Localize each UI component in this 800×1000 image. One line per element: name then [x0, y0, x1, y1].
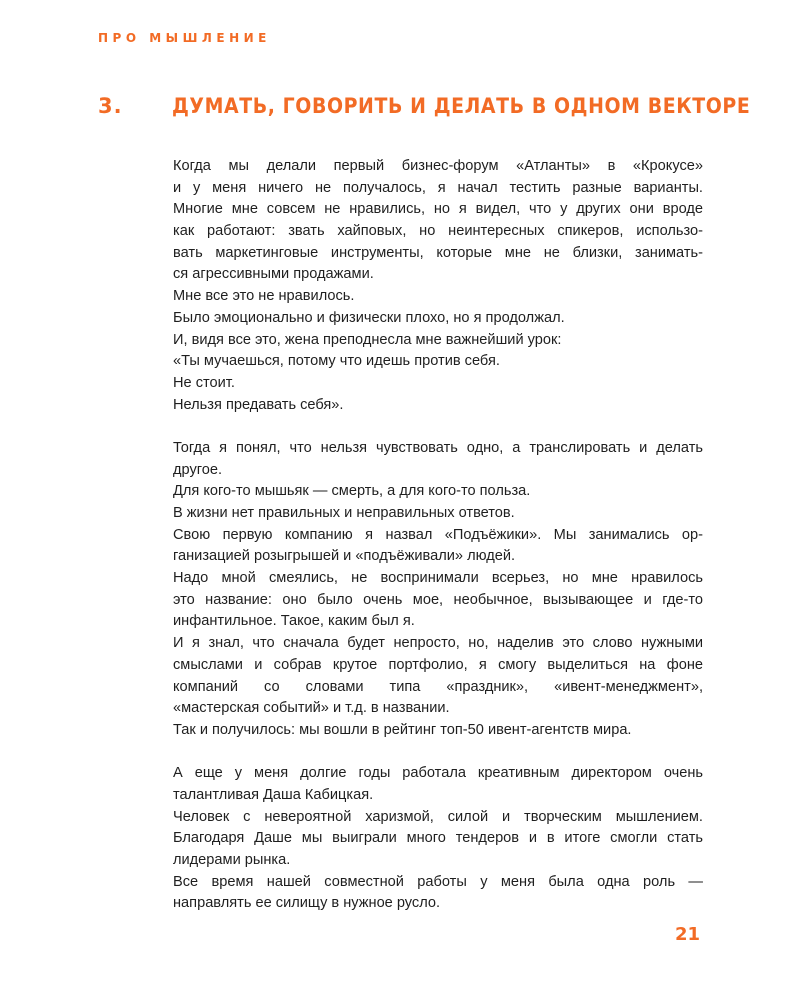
text-line: А еще у меня долгие годы работала креативным директором очень — [173, 765, 703, 782]
text-line: ганизацией розыгрышей и «подъёживали» людей. — [173, 548, 516, 565]
text-line: и у меня ничего не получалось, я начал тестить разные варианты. — [173, 179, 703, 196]
text-line: Было эмоционально и физически плохо, но я продолжал. — [173, 309, 565, 326]
text-line: смыслами и собрав крутое портфолио, я смогу выделиться на фоне — [173, 656, 703, 673]
text-line: И, видя все это, жена преподнесла мне важнейший урок: — [173, 331, 562, 348]
body-text — [173, 156, 703, 915]
text-line: Все время нашей совместной работы у меня была одна роль — — [173, 873, 703, 890]
paragraph-gap — [173, 742, 703, 764]
text-line: вать маркетинговые инструменты, которые мне не близки, занимать- — [173, 244, 703, 261]
text-line: это название: оно было очень мое, необычное, вызывающее и где-то — [173, 591, 703, 608]
chapter-heading — [98, 94, 751, 124]
chapter-title: ДУМАТЬ, ГОВОРИТЬ И ДЕЛАТЬ В ОДНОМ ВЕКТОРЕ — [172, 94, 751, 118]
paragraph — [173, 156, 703, 416]
text-line: как работают: звать хайповых, но неинтересных спикеров, использо- — [173, 223, 703, 240]
text-line: Так и получилось: мы вошли в рейтинг топ-50 ивент-агентств мира. — [173, 721, 632, 738]
text-line: В жизни нет правильных и неправильных ответов. — [173, 505, 515, 521]
text-line: И я знал, что сначала будет непросто, но, наделив это слово нужными — [173, 635, 703, 652]
text-line: лидерами рынка. — [173, 852, 291, 868]
text-line: Благодаря Даше мы выиграли много тендеров и в итоге смогли стать — [173, 830, 703, 847]
text-line: другое. — [173, 461, 223, 478]
text-line: Когда мы делали первый бизнес-форум «Атланты» в «Крокусе» — [173, 158, 703, 174]
paragraph-gap — [173, 416, 703, 438]
text-line: Мне все это не нравилось. — [173, 288, 355, 305]
text-line: направлять ее силищу в нужное русло. — [173, 895, 441, 912]
text-line: Нельзя предавать себя». — [173, 396, 344, 413]
text-line: ся агрессивными продажами. — [173, 266, 374, 283]
text-line: инфантильное. Такое, каким был я. — [173, 613, 415, 630]
text-line: талантливая Даша Кабицкая. — [173, 786, 374, 803]
text-line: Надо мной смеялись, не воспринимали всерьез, но мне нравилось — [173, 570, 703, 587]
text-line: Многие мне совсем не нравились, но я видел, что у других они вроде — [173, 201, 703, 218]
chapter-number: 3. — [98, 94, 123, 118]
text-line: «Ты мучаешься, потому что идешь против себя. — [173, 353, 500, 370]
text-line: Не стоит. — [173, 374, 235, 391]
paragraph — [173, 438, 703, 742]
text-line: «мастерская событий» и т.д. в названии. — [173, 700, 450, 717]
running-header: ПРО МЫШЛЕНИЕ — [98, 31, 271, 45]
paragraph — [173, 763, 703, 915]
text-line: Свою первую компанию я назвал «Подъёжики». Мы занимались ор- — [173, 526, 703, 543]
text-line: Человек с невероятной харизмой, силой и творческим мышлением. — [173, 808, 703, 825]
text-line: Для кого-то мышьяк — смерть, а для кого-то польза. — [173, 483, 531, 500]
text-line: Тогда я понял, что нельзя чувствовать одно, а транслировать и делать — [173, 439, 703, 456]
text-line: компаний со словами типа «праздник», «ивент-менеджмент», — [173, 678, 703, 695]
page-number: 21 — [674, 924, 700, 945]
